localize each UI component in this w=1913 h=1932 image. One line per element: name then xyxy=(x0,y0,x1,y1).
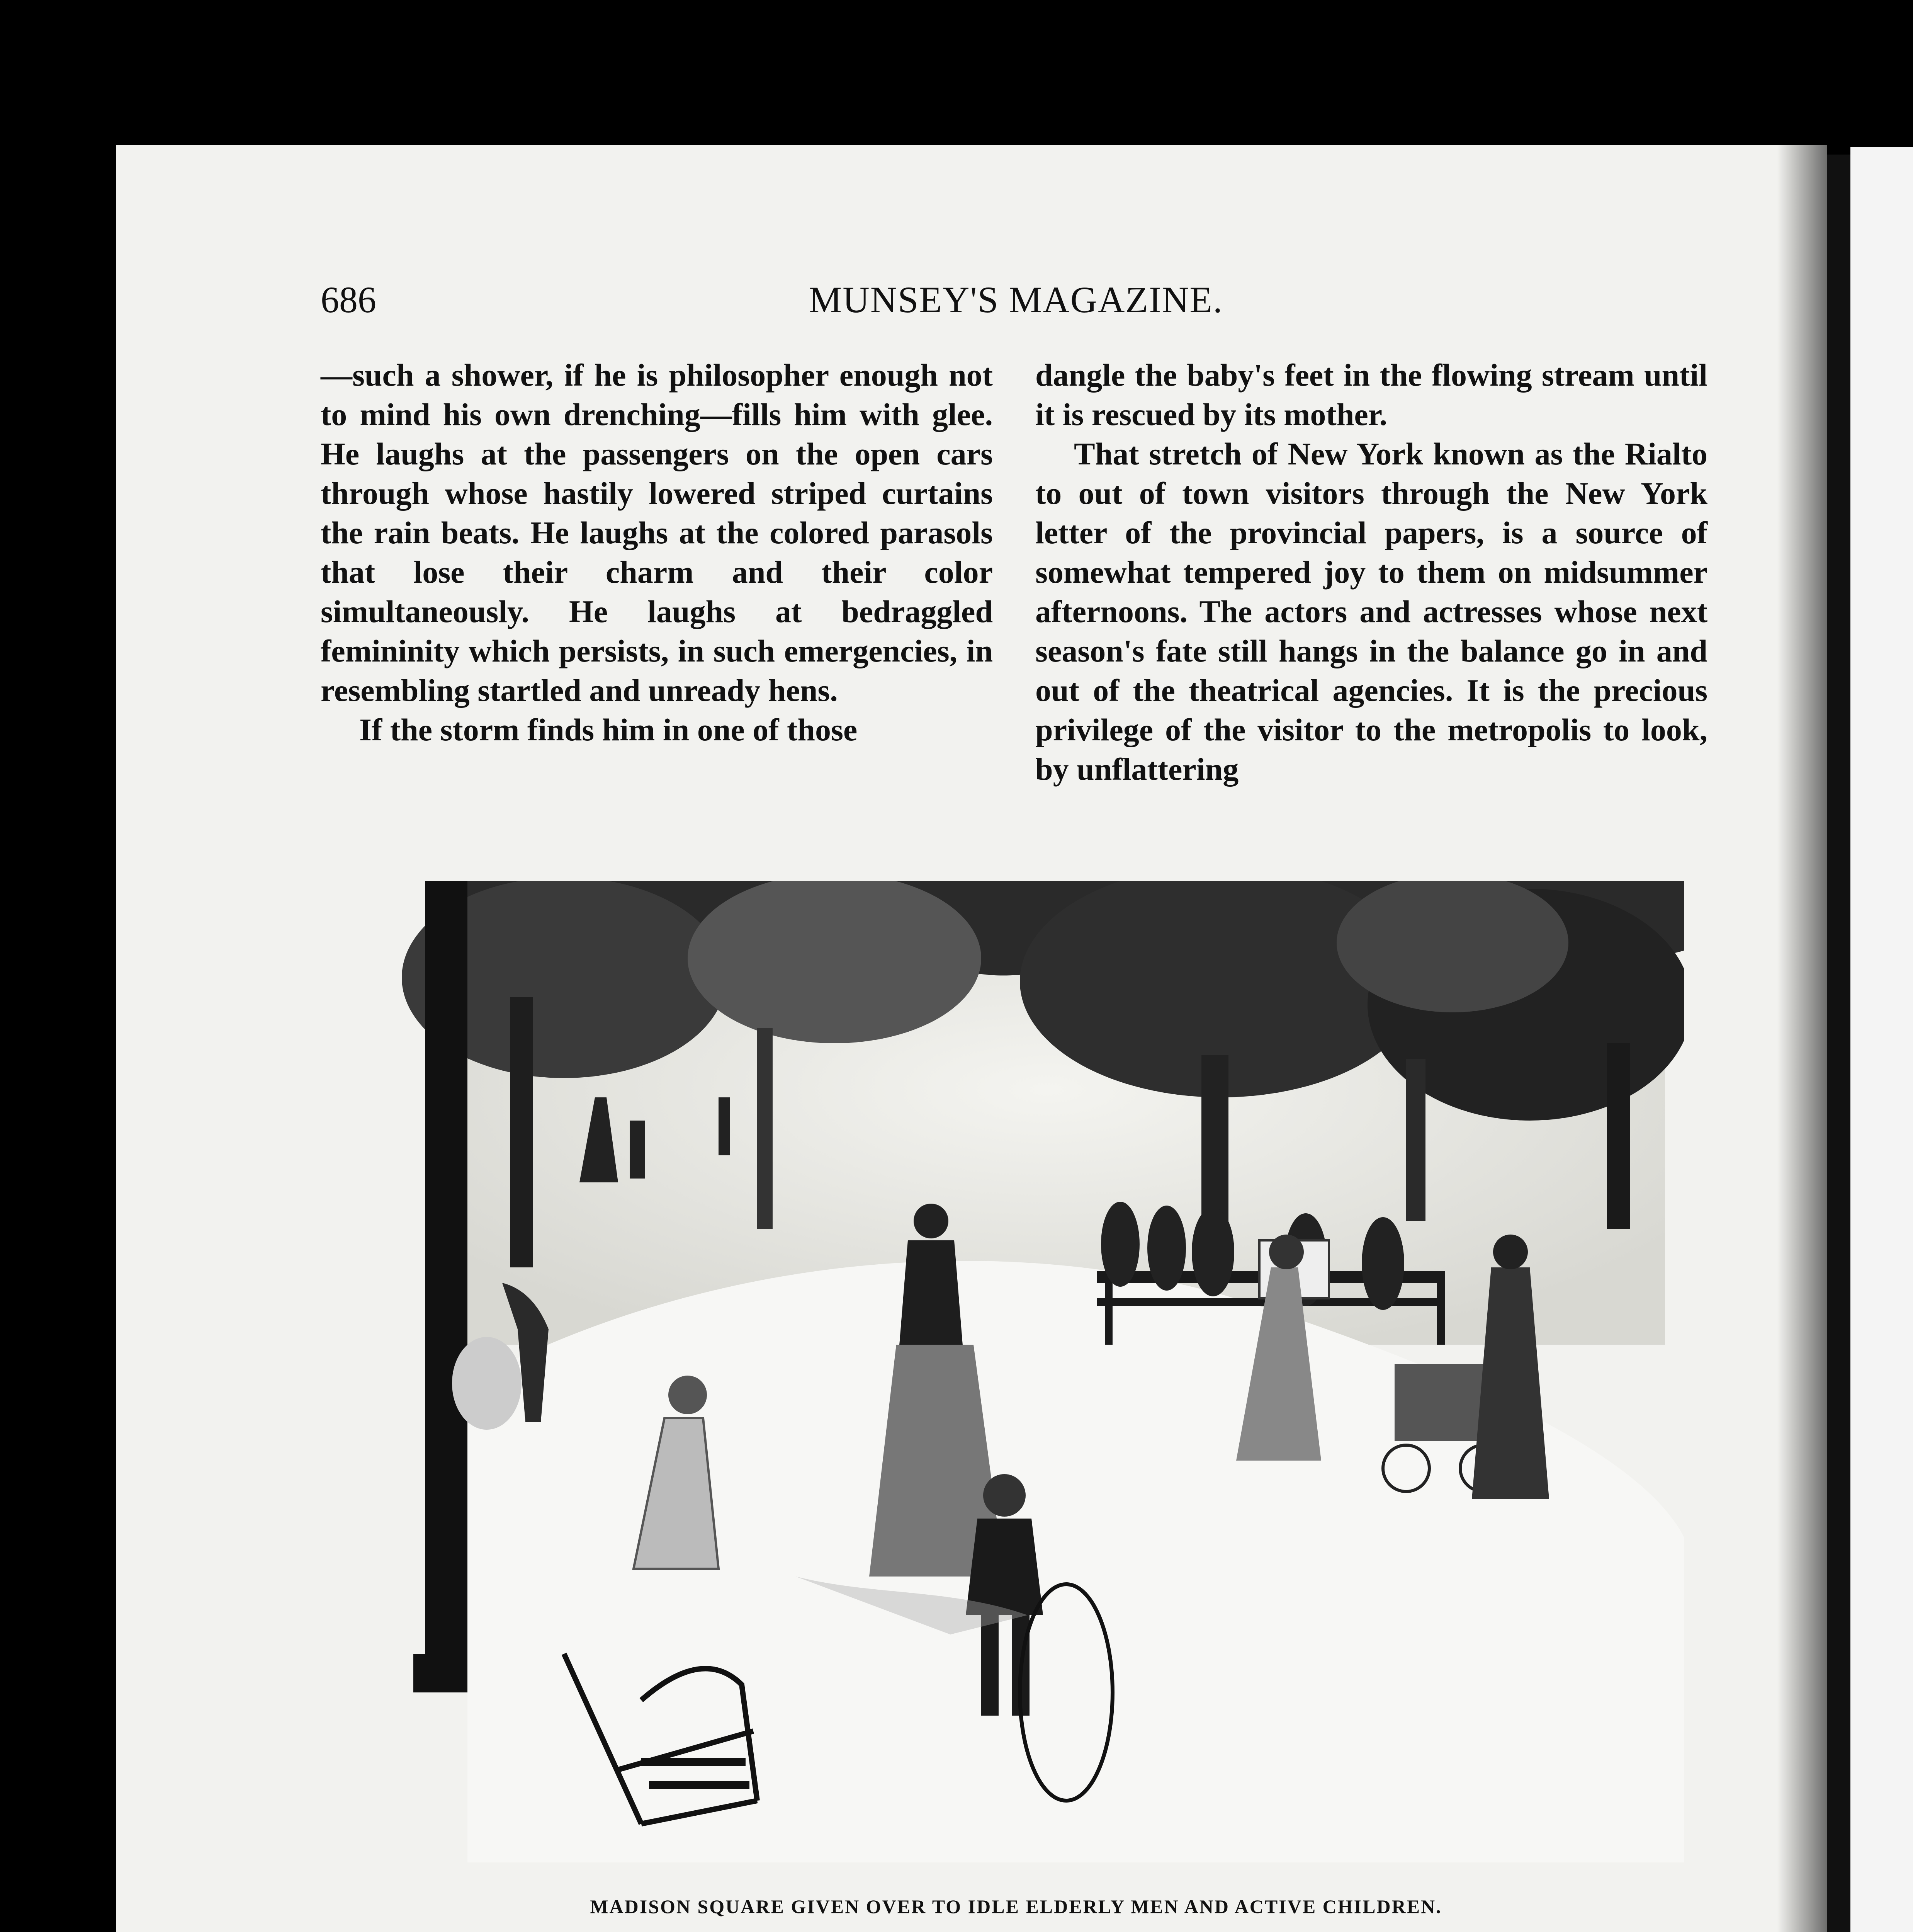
madison-square-illustration xyxy=(371,881,1684,1862)
page-number: 686 xyxy=(321,279,376,320)
column-left-top xyxy=(321,355,993,750)
page-header xyxy=(321,270,1711,328)
paragraph: If the storm finds him in one of those xyxy=(359,712,858,747)
page-gutter-shadow xyxy=(1777,145,1827,1932)
adjacent-page-edge xyxy=(1850,147,1913,1932)
illustration-caption: MADISON SQUARE GIVEN OVER TO IDLE ELDERLY MEN AND ACTIVE CHILDREN. xyxy=(590,1896,1442,1917)
illustration-drawing xyxy=(371,881,1684,1862)
paragraph: dangle the baby's feet in the flowing stream until it is rescued by its mother. xyxy=(1035,357,1707,432)
column-right-top xyxy=(1035,355,1707,789)
paragraph: That stretch of New York known as the Rialto to out of town visitors through the New York letter of the provincial papers, is a source of somewhat tempered joy to them on midsummer afternoons. The actors and actresses whose next season's fate still hangs in the balance go in and out of the theatrical agencies. It is the precious privilege of the visitor to the metropolis to look, by unflattering xyxy=(1035,436,1707,787)
running-title: MUNSEY'S MAGAZINE. xyxy=(809,279,1223,320)
book-spine xyxy=(1827,155,1850,1932)
paragraph: —such a shower, if he is philosopher enough not to mind his own drenching—fills him with glee. He laughs at the passengers on the open cars through whose hastily lowered striped curtains the rain beats. He laughs at the colored parasols that lose their charm and their color simultaneously. He laughs at bedraggled femininity which persists, in such emergencies, in resembling startled and unready hens. xyxy=(321,357,993,708)
